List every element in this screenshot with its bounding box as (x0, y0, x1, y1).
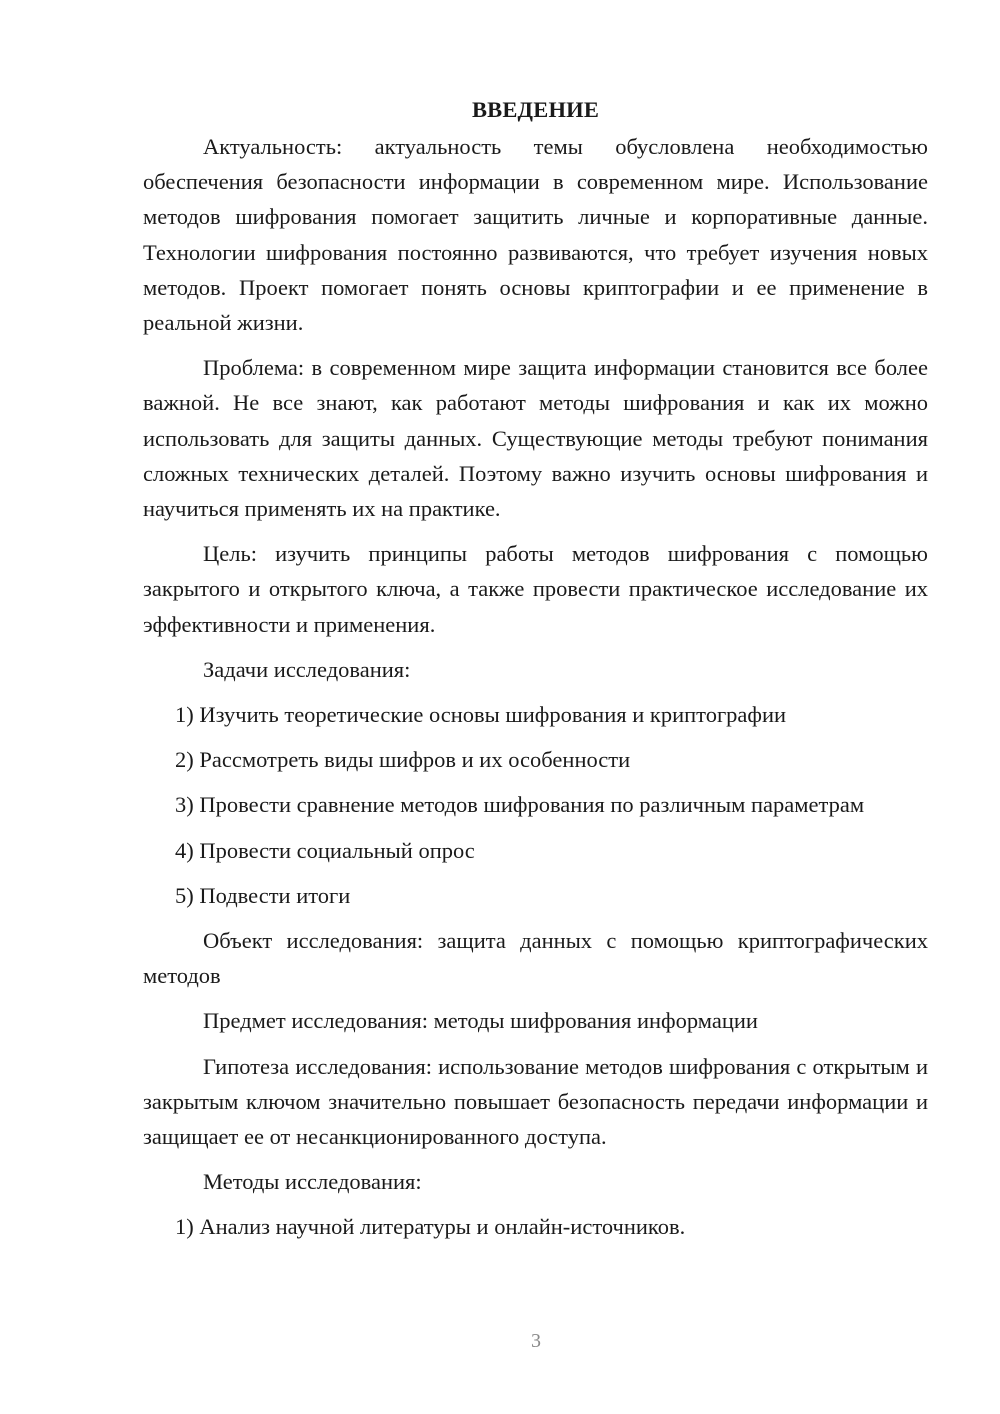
page-number: 3 (531, 1330, 541, 1352)
paragraph-hypothesis: Гипотеза исследования: использование методов шифрования с открытым и закрытым ключом значительно повышает безопасность передачи информации и защищает ее от несанкционированного доступа. (143, 1053, 928, 1150)
paragraph-problem: Проблема: в современном мире защита информации становится все более важной. Не все знают, как работают методы шифрования и как их можно использовать для защиты данных. Существующие методы требуют понимания сложных технических деталей. Поэтому важно изучить основы шифрования и научиться применять их на практике. (143, 355, 928, 522)
task-item-1: 1) Изучить теоретические основы шифрования и криптографии (175, 702, 787, 728)
method-item-1: 1) Анализ научной литературы и онлайн-источников. (175, 1214, 686, 1240)
paragraph-object: Объект исследования: защита данных с помощью криптографических методов (143, 928, 928, 989)
task-item-3: 3) Провести сравнение методов шифрования по различным параметрам (175, 792, 865, 818)
tasks-heading: Задачи исследования: (203, 656, 411, 682)
task-item-5: 5) Подвести итоги (175, 882, 351, 908)
task-item-4: 4) Провести социальный опрос (175, 837, 475, 863)
paragraph-relevance: Актуальность: актуальность темы обусловлена необходимостью обеспечения безопасности информации в современном мире. Использование методов шифрования помогает защитить личные и корпоративные данные. Технологии шифрования постоянно развиваются, что требует изучения новых методов. Проект помогает понять основы криптографии и ее применение в реальной жизни. (143, 134, 928, 336)
page-content (143, 92, 928, 1255)
paragraph-subject: Предмет исследования: методы шифрования информации (203, 1008, 758, 1034)
methods-heading: Методы исследования: (203, 1169, 422, 1195)
task-item-2: 2) Рассмотреть виды шифров и их особенности (175, 747, 631, 773)
page-title: ВВЕДЕНИЕ (471, 97, 600, 122)
paragraph-goal: Цель: изучить принципы работы методов шифрования с помощью закрытого и открытого ключа, а также провести практическое исследование их эффективности и применения. (143, 541, 928, 637)
